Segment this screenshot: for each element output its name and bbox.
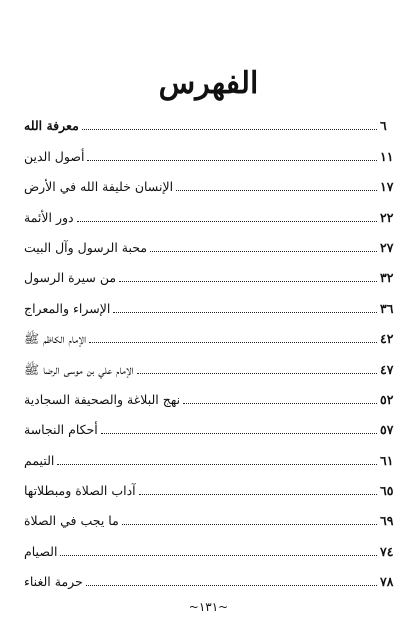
toc-entry-title: معرفة الله: [24, 118, 79, 134]
page-number-footer: ~١٣١~: [188, 600, 229, 614]
toc-dot-leader: [139, 493, 377, 495]
toc-entry: [22, 165, 400, 195]
toc-entry: [22, 134, 400, 164]
toc-dot-leader: [183, 402, 377, 404]
toc-entry-title: الإنسان خليفة الله في الأرض: [24, 179, 174, 195]
toc-entry-page: ٧٤: [380, 543, 394, 559]
toc-entry-title: أحكام النجاسة: [24, 422, 98, 438]
toc-entry-title: ما يجب في الصلاة: [24, 513, 119, 529]
toc-entry-page: ٢٧: [380, 239, 394, 255]
toc-entry-title: نهج البلاغة والصحيفة السجادية: [24, 391, 181, 407]
toc-entry-title: دور الأئمة: [24, 209, 74, 225]
toc-dot-leader: [119, 280, 377, 282]
toc-dot-leader: [122, 523, 377, 525]
toc-dot-leader: [101, 432, 377, 434]
toc-entry-page: ٥٧: [380, 422, 394, 438]
toc-dot-leader: [176, 189, 377, 191]
toc-entry: [22, 438, 400, 468]
toc-entry-page: ٤٢: [380, 331, 394, 347]
toc-entry-title: من سيرة الرسول: [24, 270, 117, 286]
toc-entry: [22, 378, 400, 408]
toc-entry: [22, 226, 400, 256]
toc-entry-page: ٣٦: [380, 300, 394, 316]
toc-entry: [22, 499, 400, 529]
toc-entry: [22, 317, 400, 347]
toc-dot-leader: [77, 220, 377, 222]
page-title: الفهرس: [158, 66, 259, 101]
toc-dot-leader: [89, 341, 377, 343]
toc-entry-page: ٦٩: [380, 513, 394, 529]
toc-entry-page: ٦: [380, 118, 387, 134]
toc-entry-title: حرمة الغناء: [24, 574, 83, 590]
toc-entry-page: ١٧: [380, 179, 394, 195]
toc-dot-leader: [87, 159, 377, 161]
toc-entry-page: ٤٧: [380, 361, 394, 377]
toc-entry-title: الإمام الكاظم ﷺ: [24, 331, 87, 347]
toc-dot-leader: [57, 463, 377, 465]
toc-entry-page: ١١: [380, 148, 394, 164]
toc-entry-title: الصيام: [24, 543, 58, 559]
table-of-contents: [22, 104, 400, 590]
toc-dot-leader: [86, 584, 377, 586]
toc-entry-title: الإمام علي بن موسى الرضا ﷺ: [24, 361, 134, 377]
toc-entry: [22, 469, 400, 499]
toc-entry: [22, 104, 400, 134]
toc-entry-title: محبة الرسول وآل البيت: [24, 239, 148, 255]
toc-entry-page: ٢٢: [380, 209, 394, 225]
toc-entry-page: ٧٨: [380, 574, 394, 590]
toc-entry: [22, 529, 400, 559]
toc-entry: [22, 408, 400, 438]
toc-dot-leader: [113, 311, 377, 313]
toc-entry: [22, 195, 400, 225]
toc-entry: [22, 256, 400, 286]
toc-entry-page: ٣٢: [380, 270, 394, 286]
toc-dot-leader: [150, 250, 377, 252]
toc-entry-title: التيمم: [24, 452, 55, 468]
toc-entry: [22, 347, 400, 377]
toc-entry-title: آداب الصلاة ومبطلاتها: [24, 483, 136, 499]
toc-dot-leader: [60, 554, 377, 556]
toc-dot-leader: [82, 128, 377, 130]
toc-entry: [22, 560, 400, 590]
toc-entry-title: الإسراء والمعراج: [24, 300, 111, 316]
toc-entry-page: ٥٢: [380, 391, 394, 407]
toc-entry: [22, 286, 400, 316]
toc-entry-page: ٦١: [380, 452, 394, 468]
toc-entry-page: ٦٥: [380, 483, 394, 499]
toc-entry-title: أصول الدين: [24, 148, 85, 164]
toc-dot-leader: [137, 372, 377, 374]
